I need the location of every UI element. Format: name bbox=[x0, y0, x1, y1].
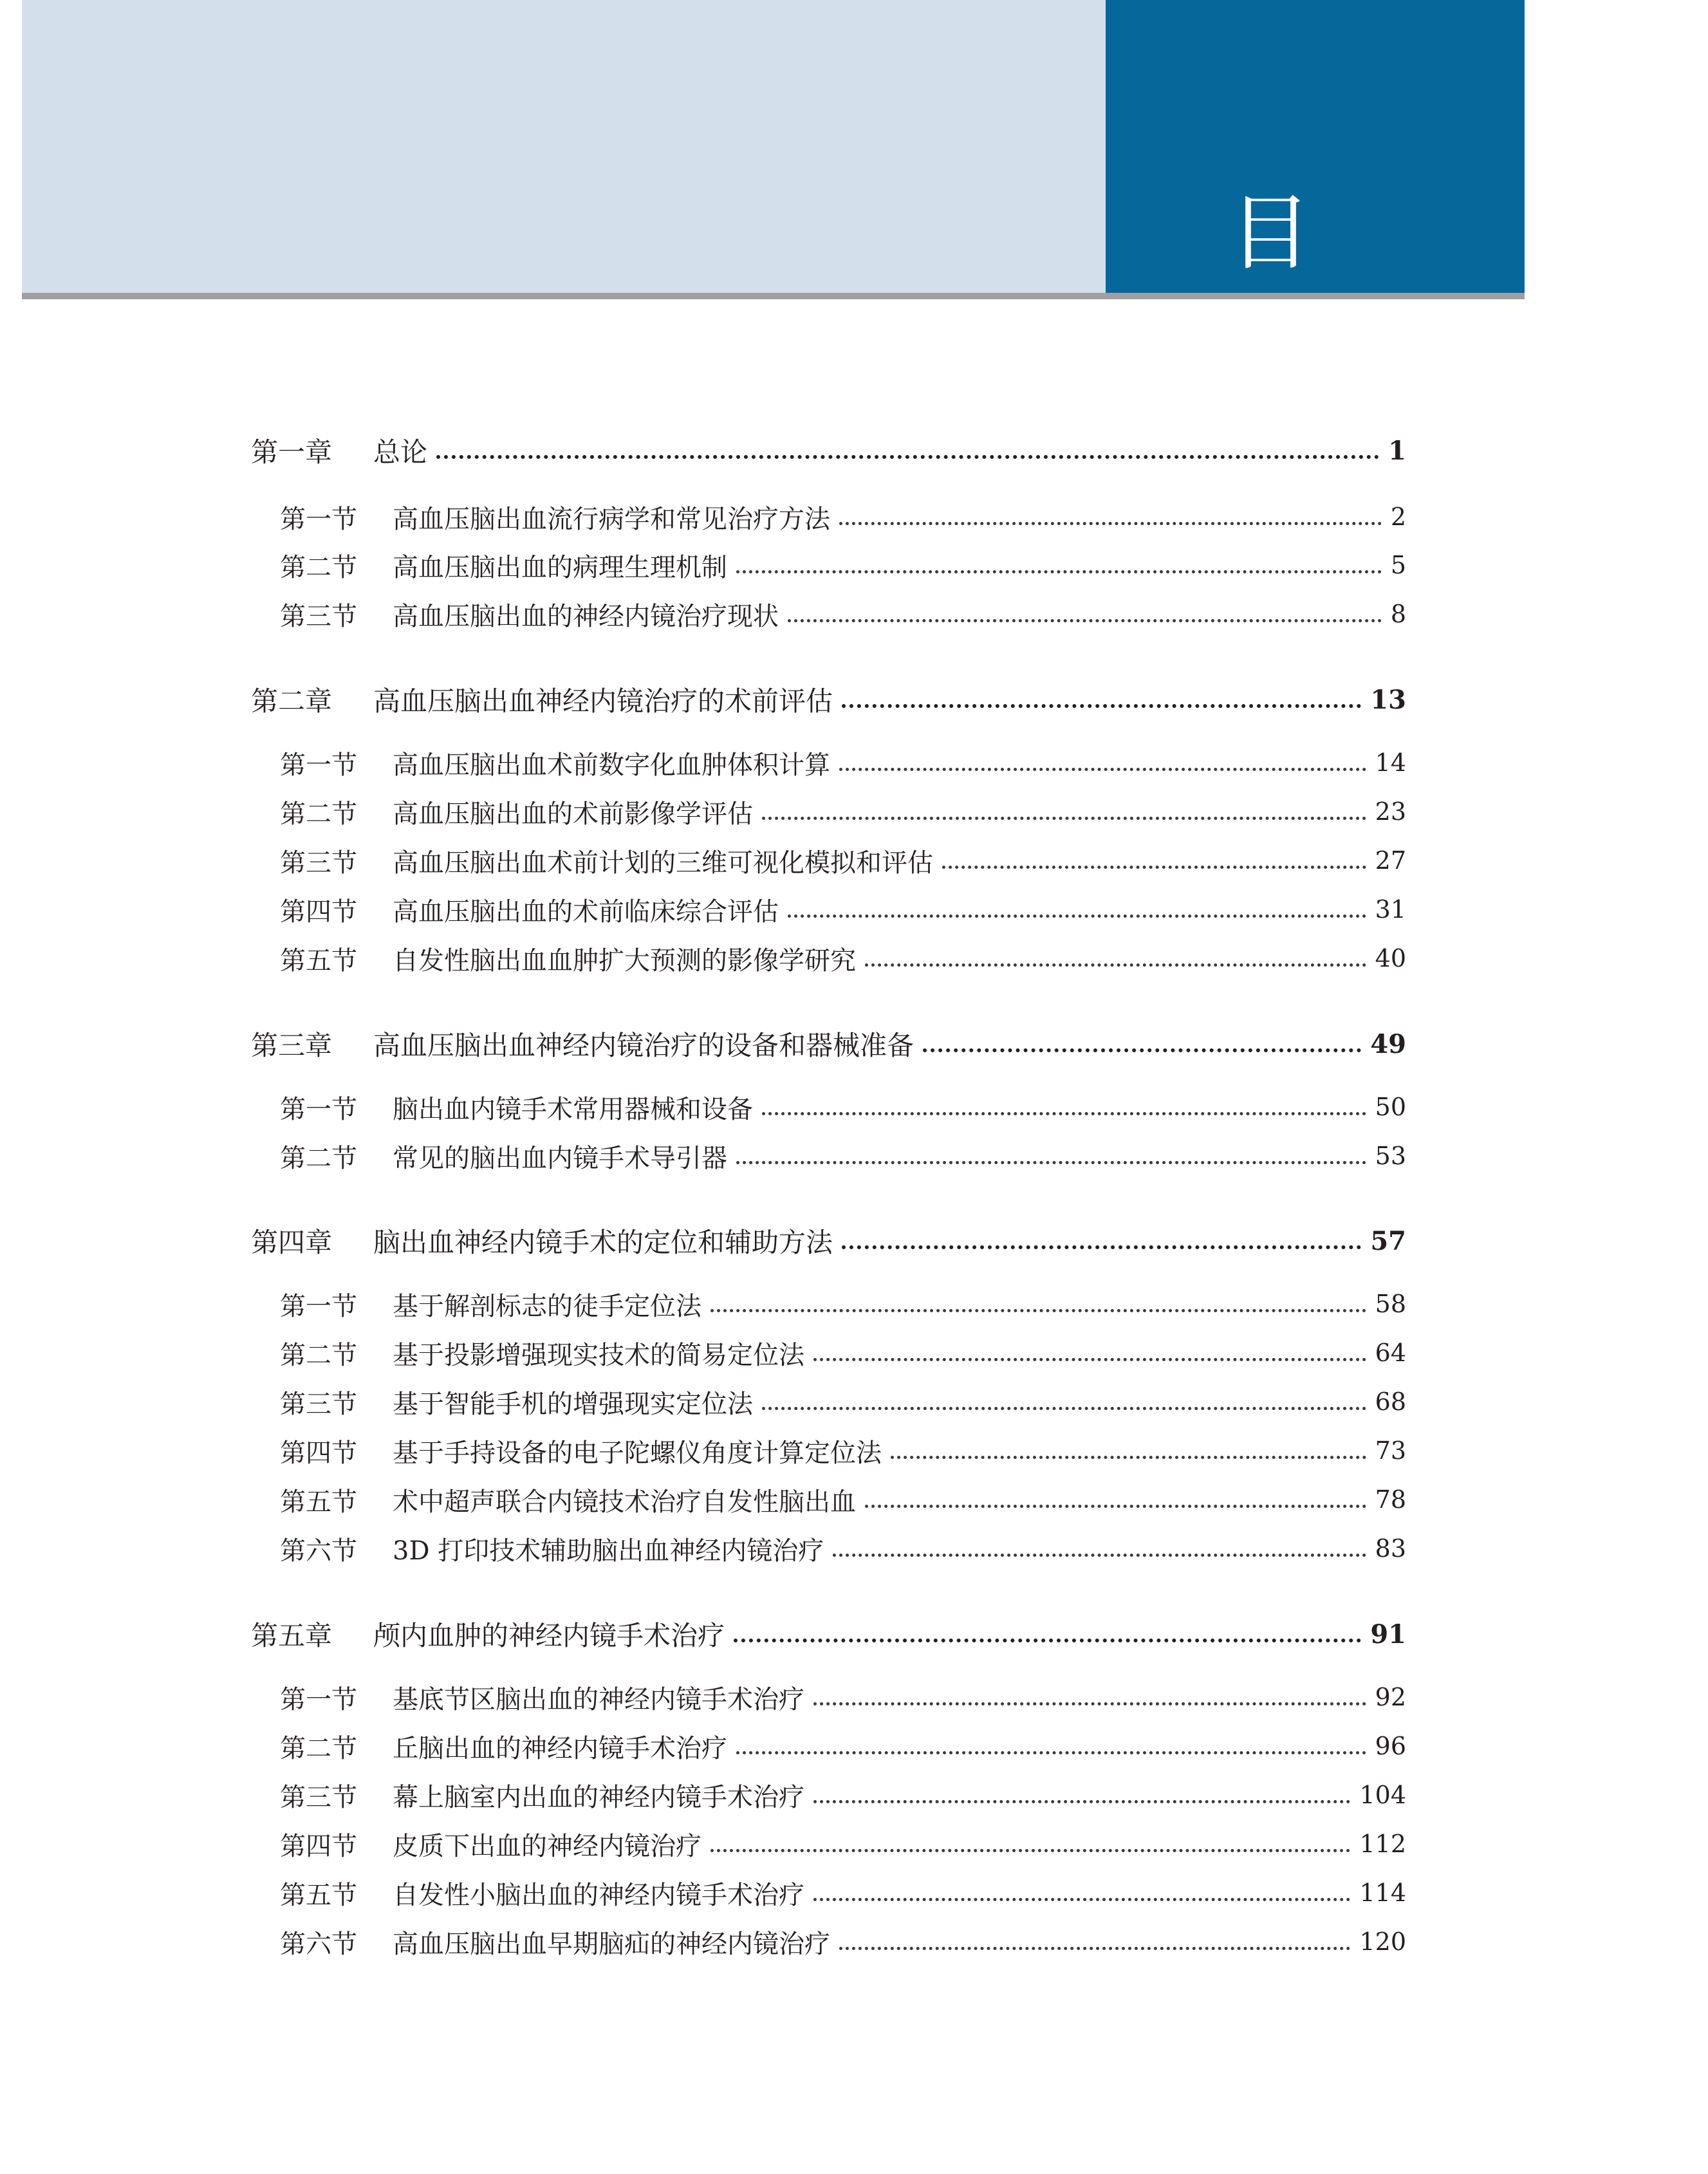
dot-leader bbox=[736, 1751, 1366, 1754]
dot-leader bbox=[923, 1048, 1361, 1052]
page-number: 104 bbox=[1359, 1781, 1406, 1809]
header-band bbox=[22, 0, 1106, 293]
toc-section-row[interactable] bbox=[251, 543, 1406, 588]
section-title: 高血压脑出血的神经内镜治疗现状 bbox=[393, 601, 779, 631]
section-number: 第四节 bbox=[280, 1831, 357, 1861]
section-number: 第三节 bbox=[280, 601, 357, 631]
section-title: 基底节区脑出血的神经内镜手术治疗 bbox=[393, 1684, 804, 1714]
page-number: 1 bbox=[1388, 435, 1406, 466]
toc-section-row[interactable] bbox=[251, 887, 1406, 932]
chapter-number: 第三章 bbox=[251, 1030, 333, 1061]
section-number: 第二节 bbox=[280, 552, 357, 582]
page-number: 50 bbox=[1375, 1093, 1406, 1121]
dot-leader bbox=[842, 1245, 1361, 1249]
section-title: 常见的脑出血内镜手术导引器 bbox=[393, 1143, 727, 1173]
section-number: 第二节 bbox=[280, 1143, 357, 1173]
dot-leader bbox=[710, 1849, 1350, 1852]
section-title: 高血压脑出血流行病学和常见治疗方法 bbox=[393, 504, 830, 534]
page-number: 78 bbox=[1375, 1485, 1406, 1514]
section-number: 第四节 bbox=[280, 1438, 357, 1468]
dot-leader bbox=[813, 1358, 1366, 1361]
toc-chapter-row[interactable] bbox=[251, 677, 1406, 722]
section-title: 高血压脑出血的术前临床综合评估 bbox=[393, 897, 779, 927]
section-number: 第三节 bbox=[280, 1389, 357, 1419]
dot-leader bbox=[762, 1407, 1366, 1410]
page-number: 114 bbox=[1359, 1879, 1406, 1907]
page-number: 23 bbox=[1375, 797, 1406, 826]
section-number: 第六节 bbox=[280, 1929, 357, 1959]
page-number: 92 bbox=[1375, 1683, 1406, 1711]
toc-section-row[interactable] bbox=[251, 789, 1406, 834]
toc-section-row[interactable] bbox=[251, 1772, 1406, 1817]
section-number: 第五节 bbox=[280, 945, 357, 976]
dot-leader bbox=[865, 1505, 1366, 1508]
chapter-title: 脑出血神经内镜手术的定位和辅助方法 bbox=[373, 1227, 833, 1258]
toc-section-row[interactable] bbox=[251, 936, 1406, 981]
chapter-title: 高血压脑出血神经内镜治疗的设备和器械准备 bbox=[373, 1030, 914, 1061]
page-number: 64 bbox=[1375, 1339, 1406, 1367]
dot-leader bbox=[710, 1309, 1366, 1312]
chapter-title: 高血压脑出血神经内镜治疗的术前评估 bbox=[373, 685, 833, 717]
section-number: 第六节 bbox=[280, 1536, 357, 1566]
section-title: 皮质下出血的神经内镜治疗 bbox=[393, 1831, 701, 1861]
dot-leader bbox=[891, 1456, 1366, 1459]
page-number: 57 bbox=[1370, 1225, 1406, 1256]
page-number: 91 bbox=[1370, 1619, 1406, 1649]
section-title: 丘脑出血的神经内镜手术治疗 bbox=[393, 1733, 727, 1763]
section-title: 3D 打印技术辅助脑出血神经内镜治疗 bbox=[393, 1536, 824, 1566]
page-number: 13 bbox=[1370, 684, 1406, 715]
page-number: 2 bbox=[1390, 503, 1406, 531]
page-number: 5 bbox=[1390, 551, 1406, 579]
dot-leader bbox=[839, 768, 1366, 771]
toc-section-row[interactable] bbox=[251, 494, 1406, 539]
section-number: 第一节 bbox=[280, 750, 357, 780]
toc-section-row[interactable] bbox=[251, 1379, 1406, 1424]
toc-section-row[interactable] bbox=[251, 1330, 1406, 1375]
toc-section-row[interactable] bbox=[251, 591, 1406, 636]
section-title: 基于解剖标志的徒手定位法 bbox=[393, 1291, 701, 1321]
page-number: 58 bbox=[1375, 1290, 1406, 1318]
toc-section-row[interactable] bbox=[251, 1428, 1406, 1473]
section-title: 基于手持设备的电子陀螺仪角度计算定位法 bbox=[393, 1438, 882, 1468]
page-number: 49 bbox=[1370, 1028, 1406, 1059]
dot-leader bbox=[436, 455, 1379, 459]
chapter-title: 颅内血肿的神经内镜手术治疗 bbox=[373, 1620, 725, 1651]
dot-leader bbox=[788, 619, 1382, 622]
chapter-number: 第五章 bbox=[251, 1620, 333, 1651]
section-number: 第二节 bbox=[280, 1733, 357, 1763]
section-title: 高血压脑出血的术前影像学评估 bbox=[393, 799, 753, 829]
chapter-number: 第一章 bbox=[251, 436, 333, 468]
header-divider bbox=[22, 293, 1525, 299]
toc-section-row[interactable] bbox=[251, 1919, 1406, 1964]
section-title: 高血压脑出血术前计划的三维可视化模拟和评估 bbox=[393, 848, 933, 878]
section-number: 第五节 bbox=[280, 1880, 357, 1910]
toc-section-row[interactable] bbox=[251, 1526, 1406, 1571]
section-title: 幕上脑室内出血的神经内镜手术治疗 bbox=[393, 1782, 804, 1812]
dot-leader bbox=[842, 704, 1361, 708]
section-title: 高血压脑出血早期脑疝的神经内镜治疗 bbox=[393, 1929, 830, 1959]
toc-chapter-row[interactable] bbox=[251, 1218, 1406, 1263]
toc-section-row[interactable] bbox=[251, 1281, 1406, 1326]
chapter-number: 第二章 bbox=[251, 685, 333, 717]
page-number: 83 bbox=[1375, 1534, 1406, 1563]
section-title: 自发性脑出血血肿扩大预测的影像学研究 bbox=[393, 945, 856, 976]
section-title: 自发性小脑出血的神经内镜手术治疗 bbox=[393, 1880, 804, 1910]
dot-leader bbox=[762, 1112, 1366, 1115]
dot-leader bbox=[788, 915, 1366, 918]
toc-section-row[interactable] bbox=[251, 1133, 1406, 1178]
dot-leader bbox=[762, 817, 1366, 820]
section-number: 第五节 bbox=[280, 1487, 357, 1517]
chapter-title: 总论 bbox=[373, 436, 428, 468]
dot-leader bbox=[736, 570, 1382, 573]
page-number: 73 bbox=[1375, 1436, 1406, 1465]
section-number: 第三节 bbox=[280, 1782, 357, 1812]
toc-section-row[interactable] bbox=[251, 1675, 1406, 1720]
page-title: 目 录 bbox=[1229, 185, 1708, 281]
toc-section-row[interactable] bbox=[251, 740, 1406, 785]
page-number: 40 bbox=[1375, 944, 1406, 972]
section-title: 高血压脑出血的病理生理机制 bbox=[393, 552, 727, 582]
section-number: 第一节 bbox=[280, 1291, 357, 1321]
section-title: 基于智能手机的增强现实定位法 bbox=[393, 1389, 753, 1419]
section-number: 第一节 bbox=[280, 504, 357, 534]
toc-section-row[interactable] bbox=[251, 1723, 1406, 1769]
section-title: 高血压脑出血术前数字化血肿体积计算 bbox=[393, 750, 830, 780]
chapter-number: 第四章 bbox=[251, 1227, 333, 1258]
dot-leader bbox=[833, 1554, 1366, 1557]
dot-leader bbox=[942, 866, 1366, 869]
dot-leader bbox=[865, 963, 1366, 967]
dot-leader bbox=[734, 1639, 1361, 1642]
section-number: 第一节 bbox=[280, 1684, 357, 1714]
page-number: 53 bbox=[1375, 1142, 1406, 1170]
page-number: 120 bbox=[1359, 1928, 1406, 1956]
page-number: 8 bbox=[1390, 600, 1406, 628]
toc-section-row[interactable] bbox=[251, 1821, 1406, 1866]
page-number: 27 bbox=[1375, 846, 1406, 875]
page-number: 31 bbox=[1375, 895, 1406, 924]
toc-section-row[interactable] bbox=[251, 1477, 1406, 1522]
section-number: 第一节 bbox=[280, 1094, 357, 1124]
dot-leader bbox=[813, 1898, 1350, 1901]
toc-chapter-row[interactable] bbox=[251, 1612, 1406, 1657]
toc-section-row[interactable] bbox=[251, 1870, 1406, 1915]
section-number: 第三节 bbox=[280, 848, 357, 878]
section-title: 脑出血内镜手术常用器械和设备 bbox=[393, 1094, 753, 1124]
section-number: 第二节 bbox=[280, 799, 357, 829]
section-title: 基于投影增强现实技术的简易定位法 bbox=[393, 1340, 804, 1370]
toc-chapter-row[interactable] bbox=[251, 1021, 1406, 1066]
section-number: 第四节 bbox=[280, 897, 357, 927]
section-title: 术中超声联合内镜技术治疗自发性脑出血 bbox=[393, 1487, 856, 1517]
dot-leader bbox=[813, 1800, 1350, 1803]
page-number: 68 bbox=[1375, 1388, 1406, 1416]
dot-leader bbox=[839, 522, 1382, 525]
dot-leader bbox=[813, 1702, 1366, 1705]
page-number: 112 bbox=[1359, 1830, 1406, 1858]
dot-leader bbox=[839, 1947, 1350, 1950]
dot-leader bbox=[736, 1161, 1366, 1164]
toc-chapter-row[interactable] bbox=[251, 428, 1406, 473]
toc-section-row[interactable] bbox=[251, 838, 1406, 883]
toc-section-row[interactable] bbox=[251, 1084, 1406, 1129]
section-number: 第二节 bbox=[280, 1340, 357, 1370]
page-number: 96 bbox=[1375, 1732, 1406, 1760]
page-number: 14 bbox=[1375, 748, 1406, 777]
